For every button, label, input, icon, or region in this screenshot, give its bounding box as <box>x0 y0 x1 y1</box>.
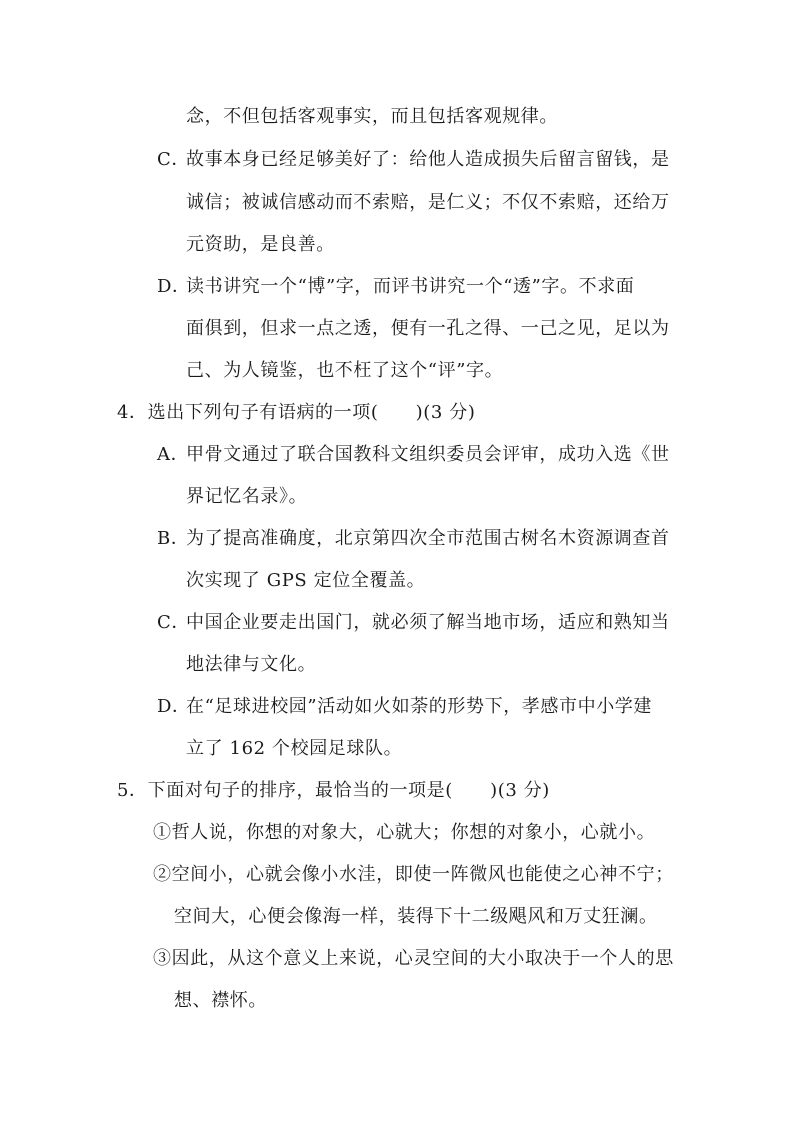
q5-stem: 5．下面对句子的排序，最恰当的一项是( )(3 分) <box>117 780 550 801</box>
q3-option-b-tail: 念，不但包括客观事实，而且包括客观规律。 <box>186 106 558 127</box>
q4-option-b-line-1: 为了提高准确度，北京第四次全市范围古树名木资源调查首 <box>186 528 670 549</box>
q3-option-d-line-2: 面俱到，但求一点之透，便有一孔之得、一己之见，足以为 <box>186 318 670 339</box>
q3-option-d-line-3: 己、为人镜鉴，也不枉了这个“评”字。 <box>186 360 504 381</box>
q4-option-c-line-2: 地法律与文化。 <box>186 654 317 675</box>
q4-option-a-line-2: 界记忆名录》。 <box>186 486 308 507</box>
q4-option-d-line-1: 在“足球进校园”活动如火如荼的形势下，孝感市中小学建 <box>186 696 653 717</box>
q3-option-c-label: C． <box>157 149 190 170</box>
q4-stem: 4．选出下列句子有语病的一项( )(3 分) <box>117 402 476 423</box>
q5-sentence-1: ①哲人说，你想的对象大，心就大；你想的对象小，心就小。 <box>153 822 656 843</box>
q4-option-c-line-1: 中国企业要走出国门，就必须了解当地市场，适应和熟知当 <box>186 612 670 633</box>
q3-option-c-line-2: 诚信；被诚信感动而不索赔，是仁义；不仅不索赔，还给万 <box>186 192 670 213</box>
q3-option-c-line-1: 故事本身已经足够美好了：给他人造成损失后留言留钱，是 <box>186 149 670 170</box>
q4-option-a-label: A． <box>157 444 190 465</box>
q5-sentence-2-line-2: 空间大，心便会像海一样，装得下十二级飓风和万丈狂澜。 <box>174 906 658 927</box>
q4-option-b-label: B． <box>157 528 190 549</box>
q5-sentence-3-line-2: 想、襟怀。 <box>174 990 267 1011</box>
q4-option-d-line-2: 立了 162 个校园足球队。 <box>186 738 403 759</box>
q3-option-d-line-1: 读书讲究一个“博”字，而评书讲究一个“透”字。不求面 <box>186 276 635 297</box>
q4-option-d-label: D． <box>157 696 191 717</box>
q3-option-c-line-3: 元资助，是良善。 <box>186 234 335 255</box>
q5-sentence-2-line-1: ②空间小，心就会像小水洼，即使一阵微风也能使之心神不宁； <box>153 864 674 885</box>
q4-option-a-line-1: 甲骨文通过了联合国教科文组织委员会评审，成功入选《世 <box>186 444 670 465</box>
q3-option-d-label: D． <box>157 276 191 297</box>
q5-sentence-3-line-1: ③因此，从这个意义上来说，心灵空间的大小取决于一个人的思 <box>153 948 674 969</box>
q4-option-b-line-2: 次实现了 GPS 定位全覆盖。 <box>186 570 426 591</box>
q4-option-c-label: C． <box>157 612 190 633</box>
